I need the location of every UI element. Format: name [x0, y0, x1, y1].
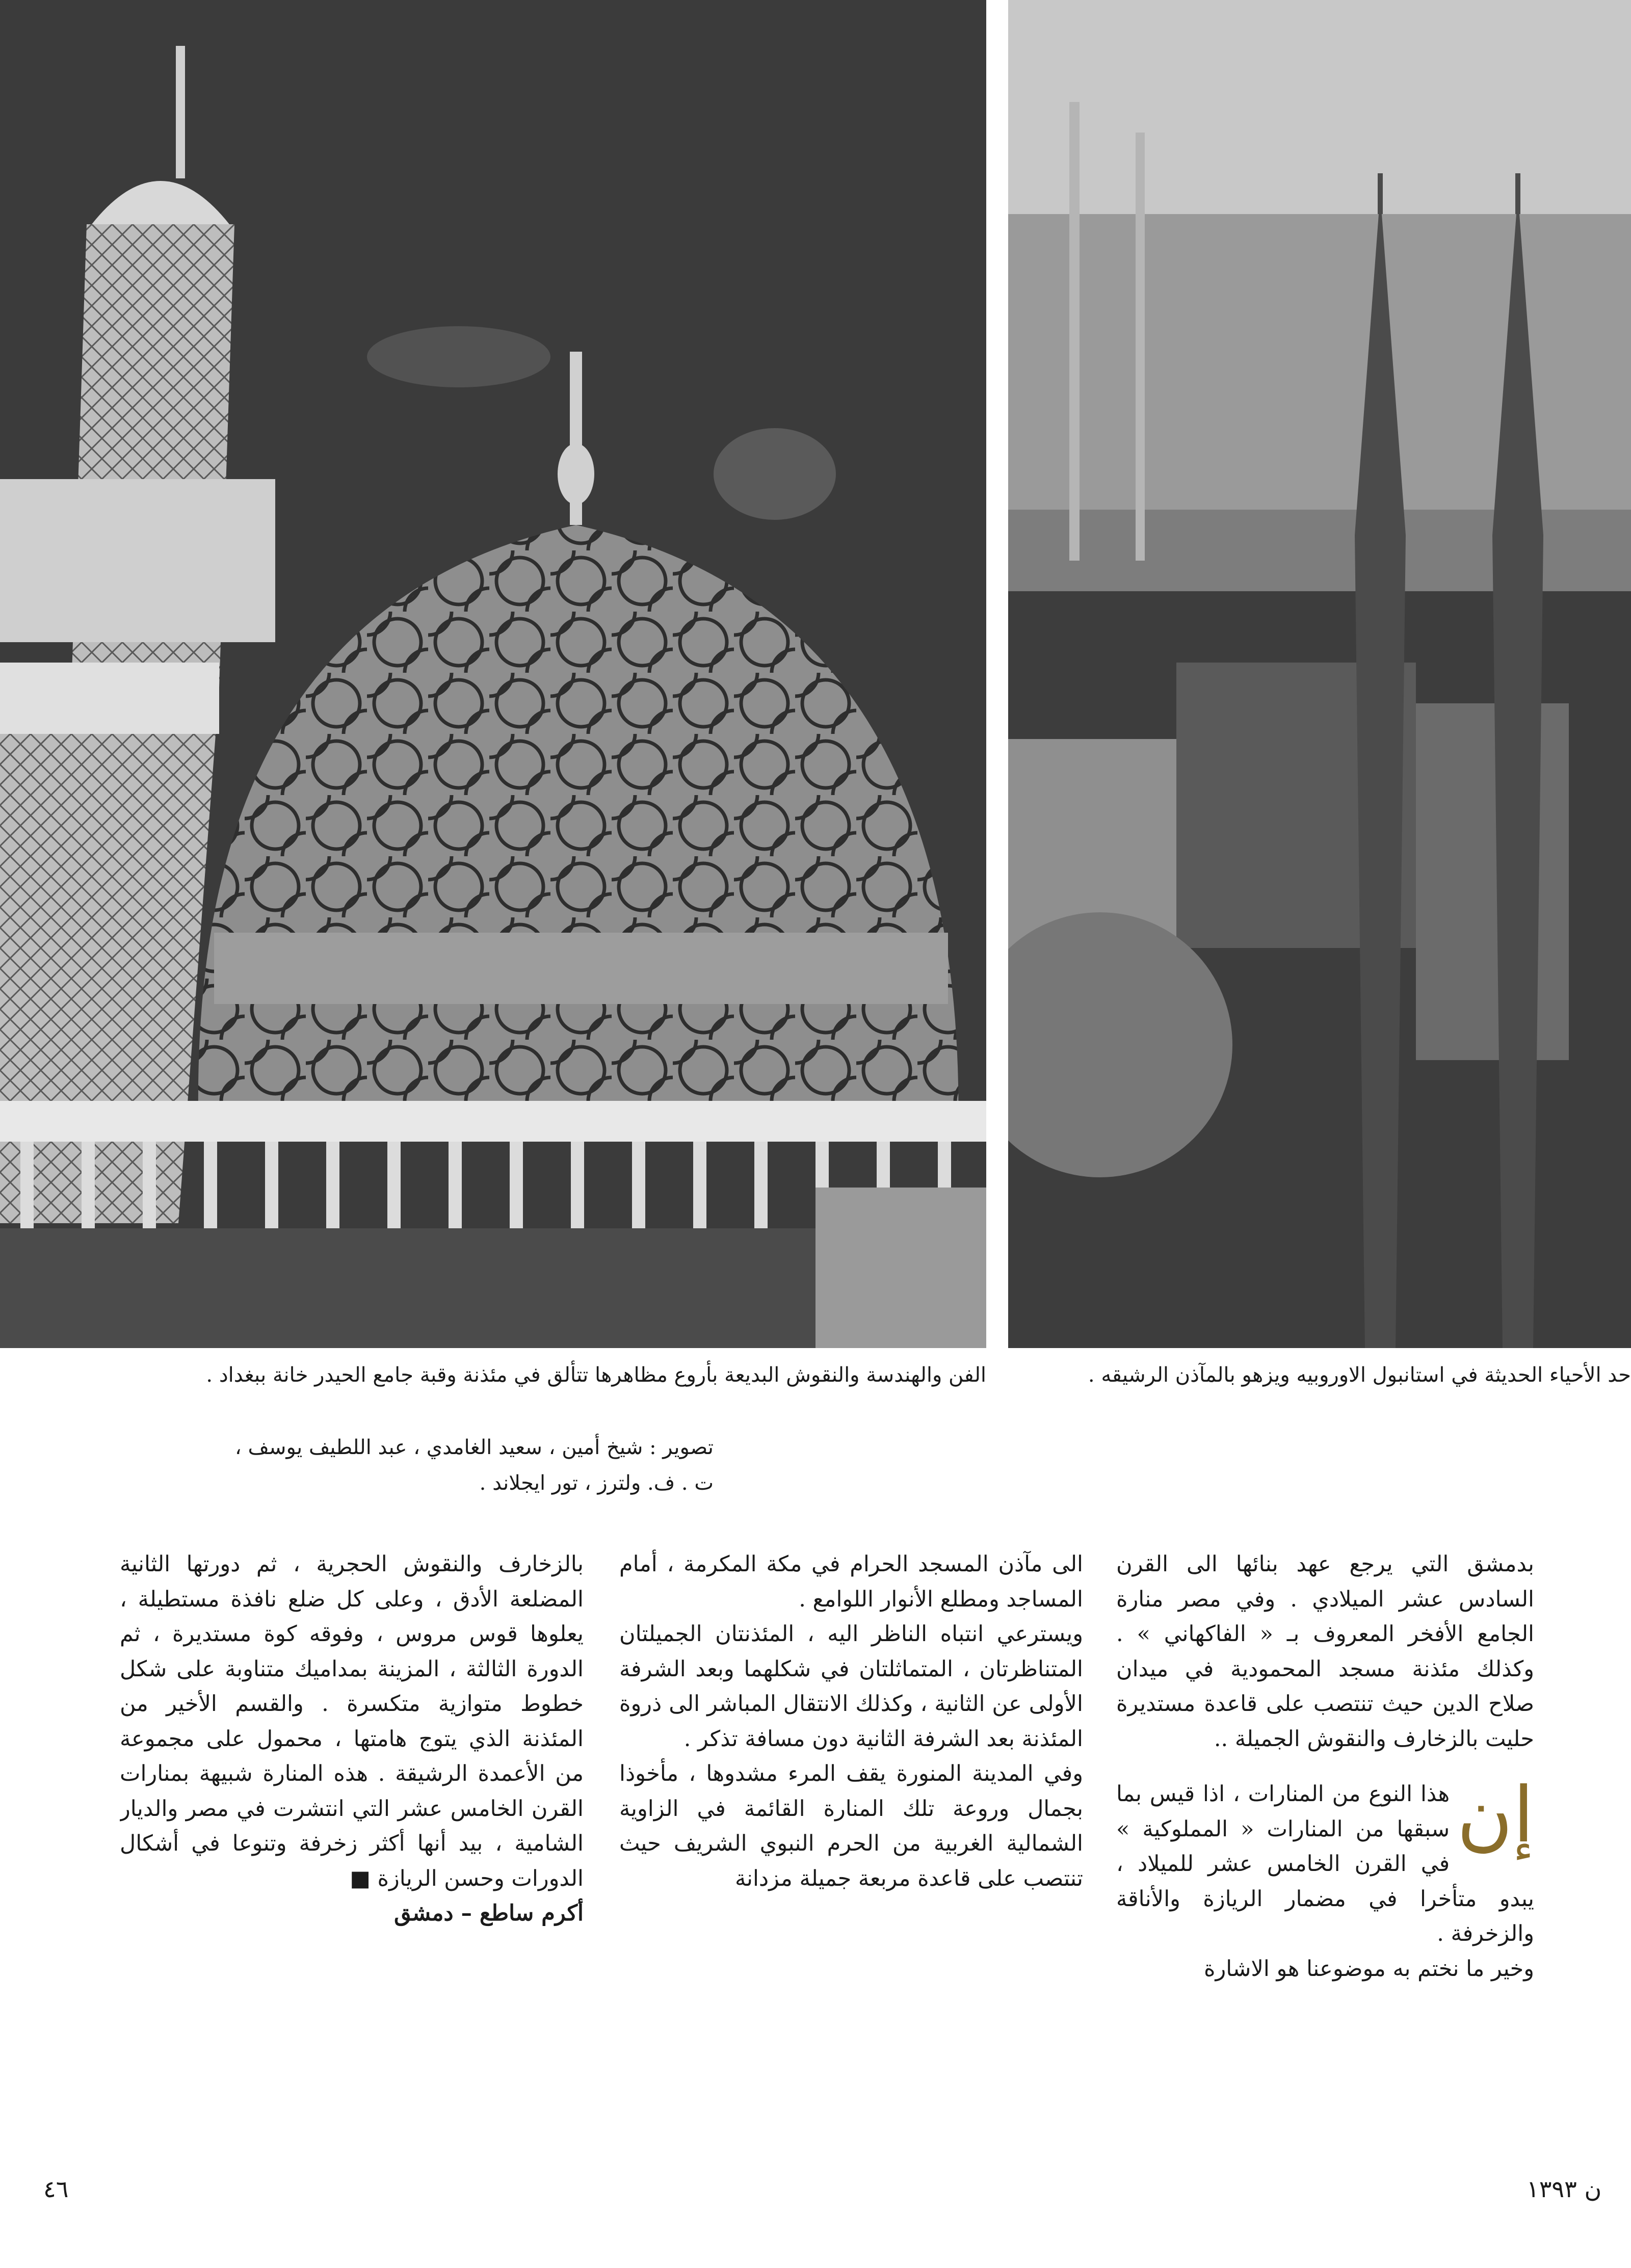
photo-dome-minaret	[0, 0, 986, 1348]
photo-credits	[102, 1430, 714, 1501]
balcony	[0, 1101, 986, 1142]
caption-right: حد الأحياء الحديثة في استانبول الاوروبيه ويزهو بالمآذن الرشيقه .	[1088, 1363, 1631, 1387]
dome-minaret-illustration	[0, 0, 986, 1348]
paragraph-dropcap	[1116, 1771, 1534, 1951]
issue-date: ن ١٣٩٣	[1527, 2175, 1602, 2203]
paragraph: بدمشق التي يرجع عهد بنائها الى القرن السادس عشر الميلادي . وفي مصر منارة الجامع الأفخر المعروف بـ « الفاكهاني » . وكذلك مئذنة مسجد المحمودية في ميدان صلاح الدين حيث تنتصب على قاعدة مستديرة حليت بالزخارف والنقوش الجميلة ..	[1116, 1551, 1534, 1752]
text-column-1	[1116, 1547, 1534, 2006]
text-column-3	[120, 1547, 584, 2006]
caption-left: الفن والهندسة والنقوش البديعة بأروع مظاهرها تتألق في مئذنة وقبة جامع الحيدر خانة ببغداد .	[206, 1363, 986, 1387]
paragraph: بالزخارف والنقوش الحجرية ، ثم دورتها الثانية المضلعة الأدق ، وعلى كل ضلع نافذة مستطيلة ، يعلوها قوس مروس ، وفوقه كوة مستديرة ، ثم الدورة الثالثة ، المزينة بمداميك متناوبة على شكل خطوط متوازية متكسرة . والقسم الأخير من المئذنة الذي يتوج هامتها ، محمول على مجموعة من الأعمدة الرشيقة . هذه المنارة شبيهة بمنارات القرن الخامس عشر التي انتشرت في مصر والديار الشامية ، بيد أنها أكثر زخرفة وتنوعا في أشكال الدورات وحسن الريازة ■	[120, 1551, 584, 1891]
paragraph-text: هذا النوع من المنارات ، اذا قيس بما سبقها من المنارات « المملوكية » في القرن الخامس عشر للميلاد ، يبدو متأخرا في مضمار الريازة والأناقة والزخرفة .	[1116, 1781, 1534, 1946]
photo-istanbul-minarets	[1008, 0, 1631, 1348]
paragraph: ويسترعي انتباه الناظر اليه ، المئذنتان الجميلتان المتناظرتان ، المتماثلتان في شكلهما وبعد الشرفة الأولى عن الثانية ، وكذلك الانتقال المباشر الى ذروة المئذنة بعد الشرفة الثانية دون مسافة تذكر .	[619, 1621, 1083, 1752]
drop-cap: إن	[1457, 1771, 1534, 1860]
text-column-2	[619, 1547, 1083, 2006]
paragraph: الى مآذن المسجد الحرام في مكة المكرمة ، أمام المساجد ومطلع الأنوار اللوامع .	[619, 1551, 1083, 1612]
author-signature: أكرم ساطع – دمشق	[394, 1901, 584, 1926]
credits-line-2: ت . ف. ولترز ، تور ايجلاند .	[479, 1471, 714, 1495]
paragraph: وفي المدينة المنورة يقف المرء مشدوها ، مأخوذا بجمال وروعة تلك المنارة القائمة في الزاوية الشمالية الغربية من الحرم النبوي الشريف حيث تنتصب على قاعدة مربعة جميلة مزدانة	[619, 1761, 1083, 1891]
credits-line-1: تصوير : شيخ أمين ، سعيد الغامدي ، عبد اللطيف يوسف ،	[234, 1436, 714, 1459]
paragraph: وخير ما نختم به موضوعنا هو الاشارة	[1203, 1956, 1534, 1982]
page-number: ٤٦	[43, 2175, 69, 2203]
gutter	[986, 0, 1008, 1348]
istanbul-illustration	[1008, 0, 1631, 1348]
